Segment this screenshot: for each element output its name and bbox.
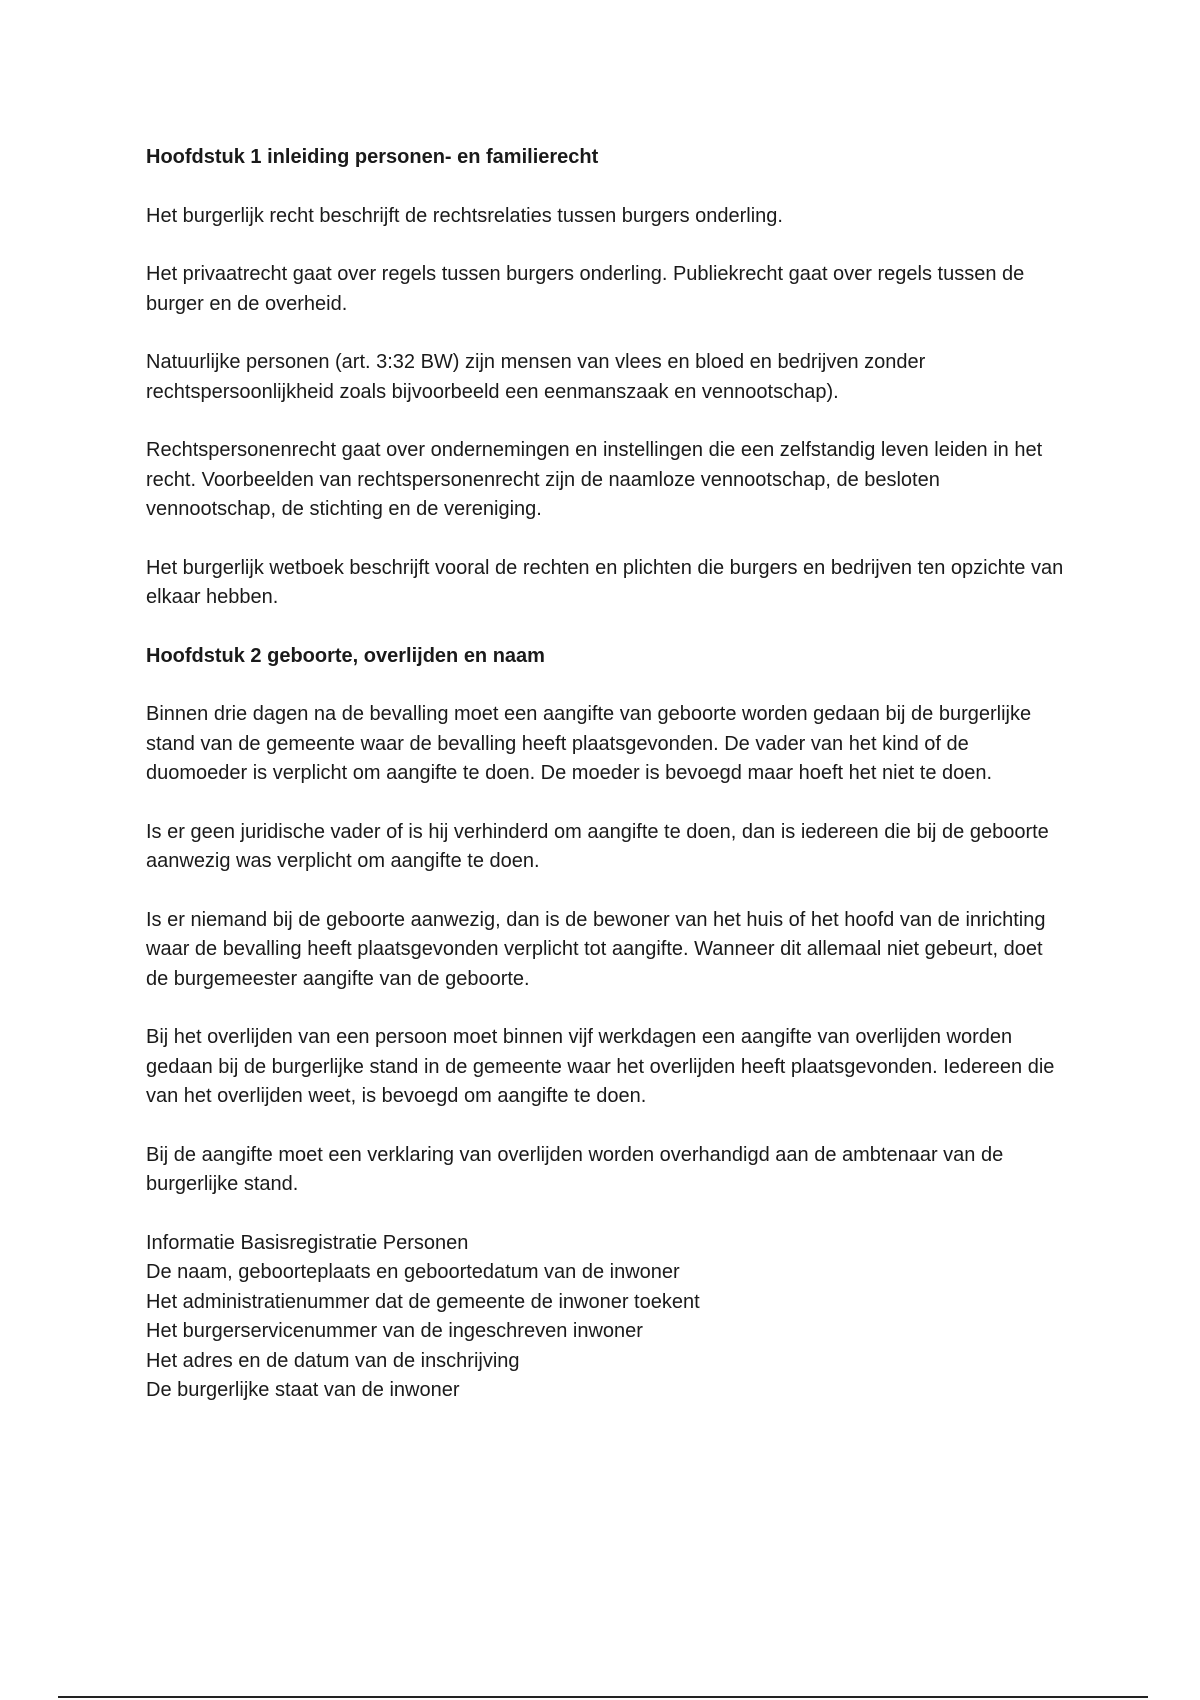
list-item: De naam, geboorteplaats en geboortedatum van de inwoner (146, 1261, 680, 1283)
paragraph: Natuurlijke personen (art. 3:32 BW) zijn mensen van vlees en bloed en bedrijven zonder rechtspersoonlijkheid zoals bijvoorbeeld een eenmanszaak en vennootschap). (146, 351, 926, 403)
chapter-1-heading: Hoofdstuk 1 inleiding personen- en familierecht (146, 146, 599, 168)
list-item: Het adres en de datum van de inschrijving (146, 1349, 520, 1372)
paragraph: Rechtspersonenrecht gaat over ondernemingen en instellingen die een zelfstandig leven leiden in het recht. Voorbeelden van rechtspersonenrecht zijn de naamloze vennootschap, de besloten vennootschap, de stichting en de vereniging. (146, 439, 1043, 520)
list-item: De burgerlijke staat van de inwoner (146, 1379, 460, 1401)
page-bottom-rule (58, 1696, 1148, 1698)
paragraph: Het burgerlijk wetboek beschrijft vooral de rechten en plichten die burgers en bedrijven ten opzichte van elkaar hebben. (146, 556, 1064, 608)
paragraph: Het burgerlijk recht beschrijft de rechtsrelaties tussen burgers onderling. (146, 204, 783, 227)
paragraph: Binnen drie dagen na de bevalling moet een aangifte van geboorte worden gedaan bij de burgerlijke stand van de gemeente waar de bevalling heeft plaatsgevonden. De vader van het kind of de duomoeder is verplicht om aangifte te doen. De moeder is bevoegd maar hoeft het niet te doen. (146, 703, 1032, 784)
paragraph: Het privaatrecht gaat over regels tussen burgers onderling. Publiekrecht gaat over regels tussen de burger en de overheid. (146, 263, 1025, 315)
paragraph: Is er geen juridische vader of is hij verhinderd om aangifte te doen, dan is iedereen die bij de geboorte aanwezig was verplicht om aangifte te doen. (146, 820, 1049, 872)
paragraph: Bij de aangifte moet een verklaring van overlijden worden overhandigd aan de ambtenaar van de burgerlijke stand. (146, 1143, 1004, 1195)
list-item: Informatie Basisregistratie Personen (146, 1231, 469, 1254)
list-item: Het administratienummer dat de gemeente de inwoner toekent (146, 1290, 700, 1313)
document-body (146, 143, 1066, 1406)
chapter-2-heading: Hoofdstuk 2 geboorte, overlijden en naam (146, 644, 545, 667)
paragraph: Is er niemand bij de geboorte aanwezig, dan is de bewoner van het huis of het hoofd van de inrichting waar de bevalling heeft plaatsgevonden verplicht tot aangifte. Wanneer dit allemaal niet gebeurt, doet de burgemeester aangifte van de geboorte. (146, 908, 1046, 990)
brp-list (146, 1229, 1066, 1406)
paragraph: Bij het overlijden van een persoon moet binnen vijf werkdagen een aangifte van overlijden worden gedaan bij de burgerlijke stand in de gemeente waar het overlijden heeft plaatsgevonden. Iedereen die van het overlijden weet, is bevoegd om aangifte te doen. (146, 1026, 1055, 1107)
list-item: Het burgerservicenummer van de ingeschreven inwoner (146, 1320, 643, 1342)
